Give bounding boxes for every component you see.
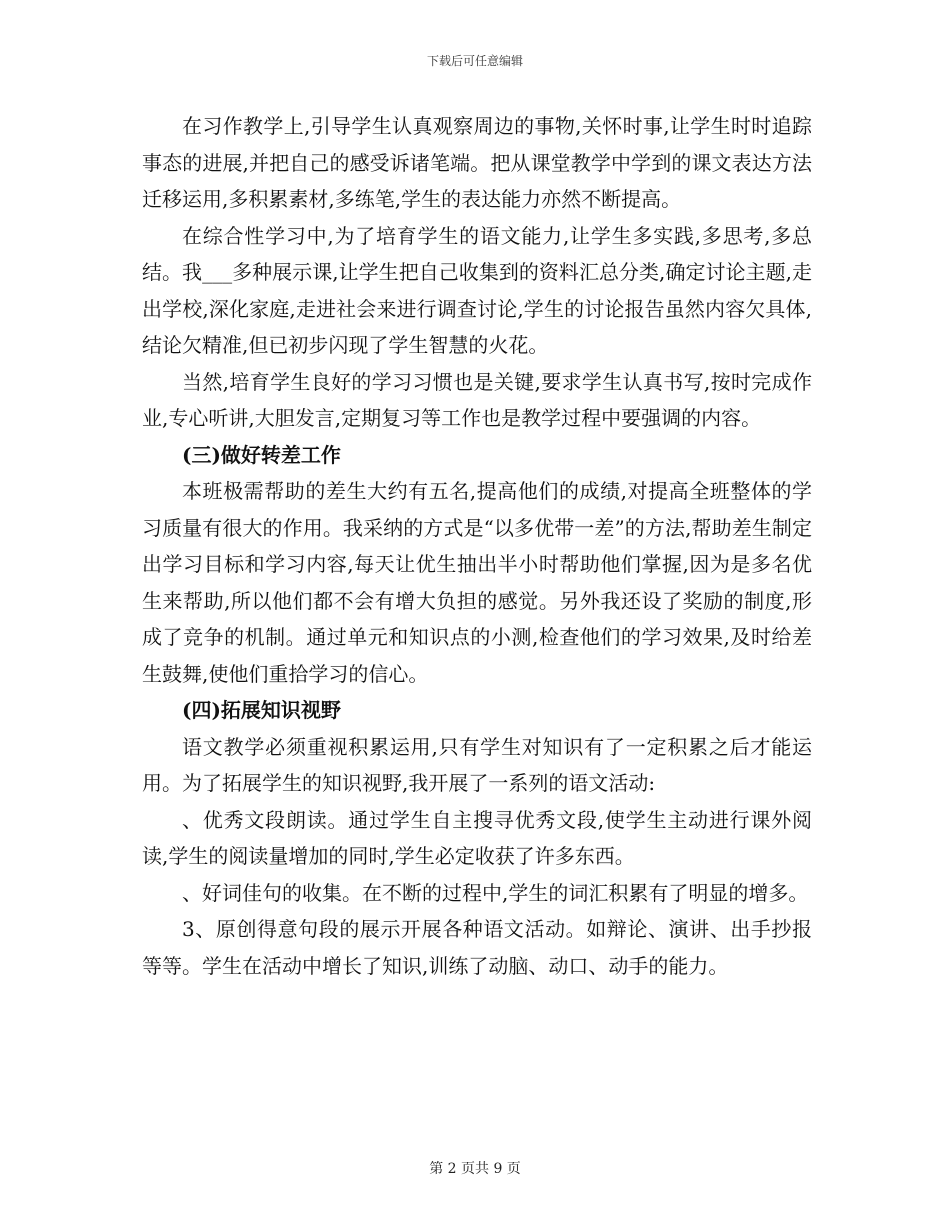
- paragraph-study-habits: 当然,培育学生良好的学习习惯也是关键,要求学生认真书写,按时完成作业,专心听讲,大胆发言,定期复习等工作也是教学过程中要强调的内容。: [142, 369, 812, 430]
- page-footer: 第 2 页共 9 页: [429, 1161, 521, 1177]
- list-item-collection: 、好词佳句的收集。在不断的过程中,学生的词汇积累有了明显的增多。: [182, 880, 809, 905]
- list-item-reading: 、优秀文段朗读。通过学生自主搜寻优秀文段,使学生主动进行课外阅读,学生的阅读量增加的同时,学生必定收获了许多东西。: [142, 807, 812, 868]
- list-item-showcase: 3、原创得意句段的展示开展各种语文活动。如辩论、演讲、出手抄报等等。学生在活动中增长了知识,训练了动脑、动口、动手的能力。: [142, 917, 812, 978]
- paragraph-helping-students: 本班极需帮助的差生大约有五名,提高他们的成绩,对提高全班整体的学习质量有很大的作用。我采纳的方式是“以多优带一差”的方法,帮助差生制定出学习目标和学习内容,每天让优生抽出半小时帮助他们掌握,因为是多名优生来帮助,所以他们都不会有增大负担的感觉。另外我还设了奖励的制度,形成了竞争的机制。通过单元和知识点的小测,检查他们的学习效果,及时给差生鼓舞,使他们重拾学习的信心。: [142, 479, 812, 686]
- paragraph-writing-teaching: 在习作教学上,引导学生认真观察周边的事物,关怀时事,让学生时时追踪事态的进展,并把自己的感受诉诸笔端。把从课堂教学中学到的课文表达方法迁移运用,多积累素材,多练笔,学生的表达能力亦然不断提高。: [142, 114, 812, 211]
- paragraph-comprehensive-learning: 在综合性学习中,为了培育学生的语文能力,让学生多实践,多思考,多总结。我___多种展示课,让学生把自己收集到的资料汇总分类,确定讨论主题,走出学校,深化家庭,走进社会来进行调查讨论,学生的讨论报告虽然内容欠具体,结论欠精准,但已初步闪现了学生智慧的火花。: [142, 223, 812, 357]
- document-body: [142, 108, 812, 984]
- section-heading-4: (四)拓展知识视野: [182, 698, 341, 722]
- paragraph-knowledge-accumulation: 语文教学必须重视积累运用,只有学生对知识有了一定积累之后才能运用。为了拓展学生的知识视野,我开展了一系列的语文活动:: [142, 734, 812, 795]
- section-heading-3: (三)做好转差工作: [182, 442, 341, 467]
- page-header: 下载后可任意编辑: [426, 54, 523, 68]
